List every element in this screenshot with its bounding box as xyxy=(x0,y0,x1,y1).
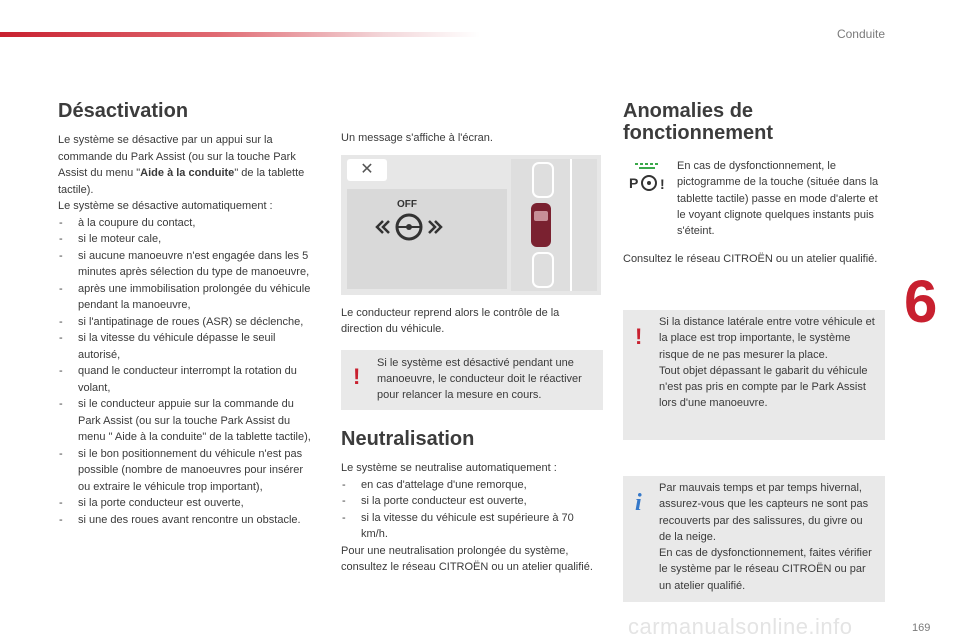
page-number: 169 xyxy=(912,622,931,634)
list-item: - si la vitesse du véhicule dépasse le seuil autorisé, xyxy=(58,330,314,363)
park-assist-letter: P xyxy=(629,175,639,191)
list-item: - si aucune manoeuvre n'est engagée dans les 5 minutes après sélection du type de manoeuvre, xyxy=(58,248,314,281)
neutralisation-list xyxy=(341,477,603,543)
warning-box xyxy=(623,310,885,440)
list-item: - si une des roues avant rencontre un obstacle. xyxy=(58,512,314,529)
car-parking-icon xyxy=(511,159,597,291)
warning-box xyxy=(341,350,603,411)
anomalies-title: Anomalies de fonctionnement xyxy=(623,100,773,144)
list-item: - si la porte conducteur est ouverte, xyxy=(58,495,314,512)
screen-message-text: Un message s'affiche à l'écran. xyxy=(341,132,493,144)
chapter-number: 6 xyxy=(904,268,938,335)
list-item: - si la vitesse du véhicule est supérieure à 70 km/h. xyxy=(341,510,603,543)
warning-icon: ! xyxy=(353,363,361,389)
close-icon: ✕ xyxy=(347,159,387,181)
neutralisation-outro: Pour une neutralisation prolongée du système, consultez le réseau CITROËN ou un atelier qualifié. xyxy=(341,544,593,574)
list-item: - si le conducteur appuie sur la commande du Park Assist (ou sur la touche Park Assist du menu " Aide à la conduite" de la tablette tactile), xyxy=(58,396,314,446)
driver-control-text: Le conducteur reprend alors le contrôle de la direction du véhicule. xyxy=(341,306,560,335)
park-assist-alert-icon xyxy=(623,158,677,202)
warning-icon: ! xyxy=(635,323,643,349)
column-deactivation xyxy=(58,100,314,528)
info-box xyxy=(623,476,885,602)
deactivation-title: Désactivation xyxy=(58,100,189,122)
deactivation-intro: Le système se désactive par un appui sur la commande du Park Assist (ou sur la touche Park Assist du menu "Aide à la conduite" de la tablette tactile). xyxy=(58,134,305,196)
info-icon: i xyxy=(635,489,642,516)
anomaly-text-block xyxy=(677,158,885,239)
auto-deactivation-intro: Le système se désactive automatiquement : xyxy=(58,200,273,212)
warning-text: Si le système est désactivé pendant une manoeuvre, le conducteur doit le réactiver pour relancer la mesure en cours. xyxy=(377,356,582,402)
column-anomalies xyxy=(623,100,885,602)
column-screen-neutralisation xyxy=(341,130,603,576)
list-item: - si l'antipatinage de roues (ASR) se déclenche, xyxy=(58,314,314,331)
menu-name: Aide à la conduite xyxy=(140,167,235,179)
deactivation-list xyxy=(58,215,314,529)
consult-text: Consultez le réseau CITROËN ou un atelier qualifié. xyxy=(623,253,878,266)
list-item: - si le bon positionnement du véhicule n'est pas possible (nombre de manoeuvres pour insérer ou extraire le véhicule trop important), xyxy=(58,446,314,496)
warning-text: Si la distance latérale entre votre véhicule et la place est trop importante, le système risque de ne pas mesurer la place. Tout objet dépassant le gabarit du véhicule n'est pas pris en compte par le Park Assist lors d'une manoeuvre. xyxy=(659,315,875,410)
header-accent-bar xyxy=(0,32,480,37)
list-item: - à la coupure du contact, xyxy=(58,215,314,232)
steering-off-icon xyxy=(347,189,507,289)
list-item: - après une immobilisation prolongée du véhicule pendant la manoeuvre, xyxy=(58,281,314,314)
parking-lane xyxy=(511,159,597,291)
anomaly-text: En cas de dysfonctionnement, le pictogramme de la touche (située dans la tablette tactile) passe en mode d'alerte et le voyant clignote quelques instants puis s'éteint. xyxy=(677,160,879,238)
neutralisation-intro: Le système se neutralise automatiquement : xyxy=(341,462,557,475)
touchscreen-illustration xyxy=(341,155,601,295)
park-assist-alert-mark: ! xyxy=(660,176,665,192)
list-item: - en cas d'attelage d'une remorque, xyxy=(341,477,603,494)
list-item: - quand le conducteur interrompt la rotation du volant, xyxy=(58,363,314,396)
section-label: Conduite xyxy=(836,27,885,41)
list-item: - si le moteur cale, xyxy=(58,231,314,248)
off-label: OFF xyxy=(397,198,417,210)
anomaly-row xyxy=(623,158,885,239)
neutralisation-title: Neutralisation xyxy=(341,428,475,451)
off-panel xyxy=(347,189,507,289)
watermark: carmanualsonline.info xyxy=(628,614,853,639)
list-item: - si la porte conducteur est ouverte, xyxy=(341,493,603,510)
info-text: Par mauvais temps et par temps hivernal, assurez-vous que les capteurs ne sont pas recouverts par des salissures, du givre ou de la neige. En cas de dysfonctionnement, faites vérifier le système par le réseau CITROËN ou par un atelier qualifié. xyxy=(659,481,872,592)
